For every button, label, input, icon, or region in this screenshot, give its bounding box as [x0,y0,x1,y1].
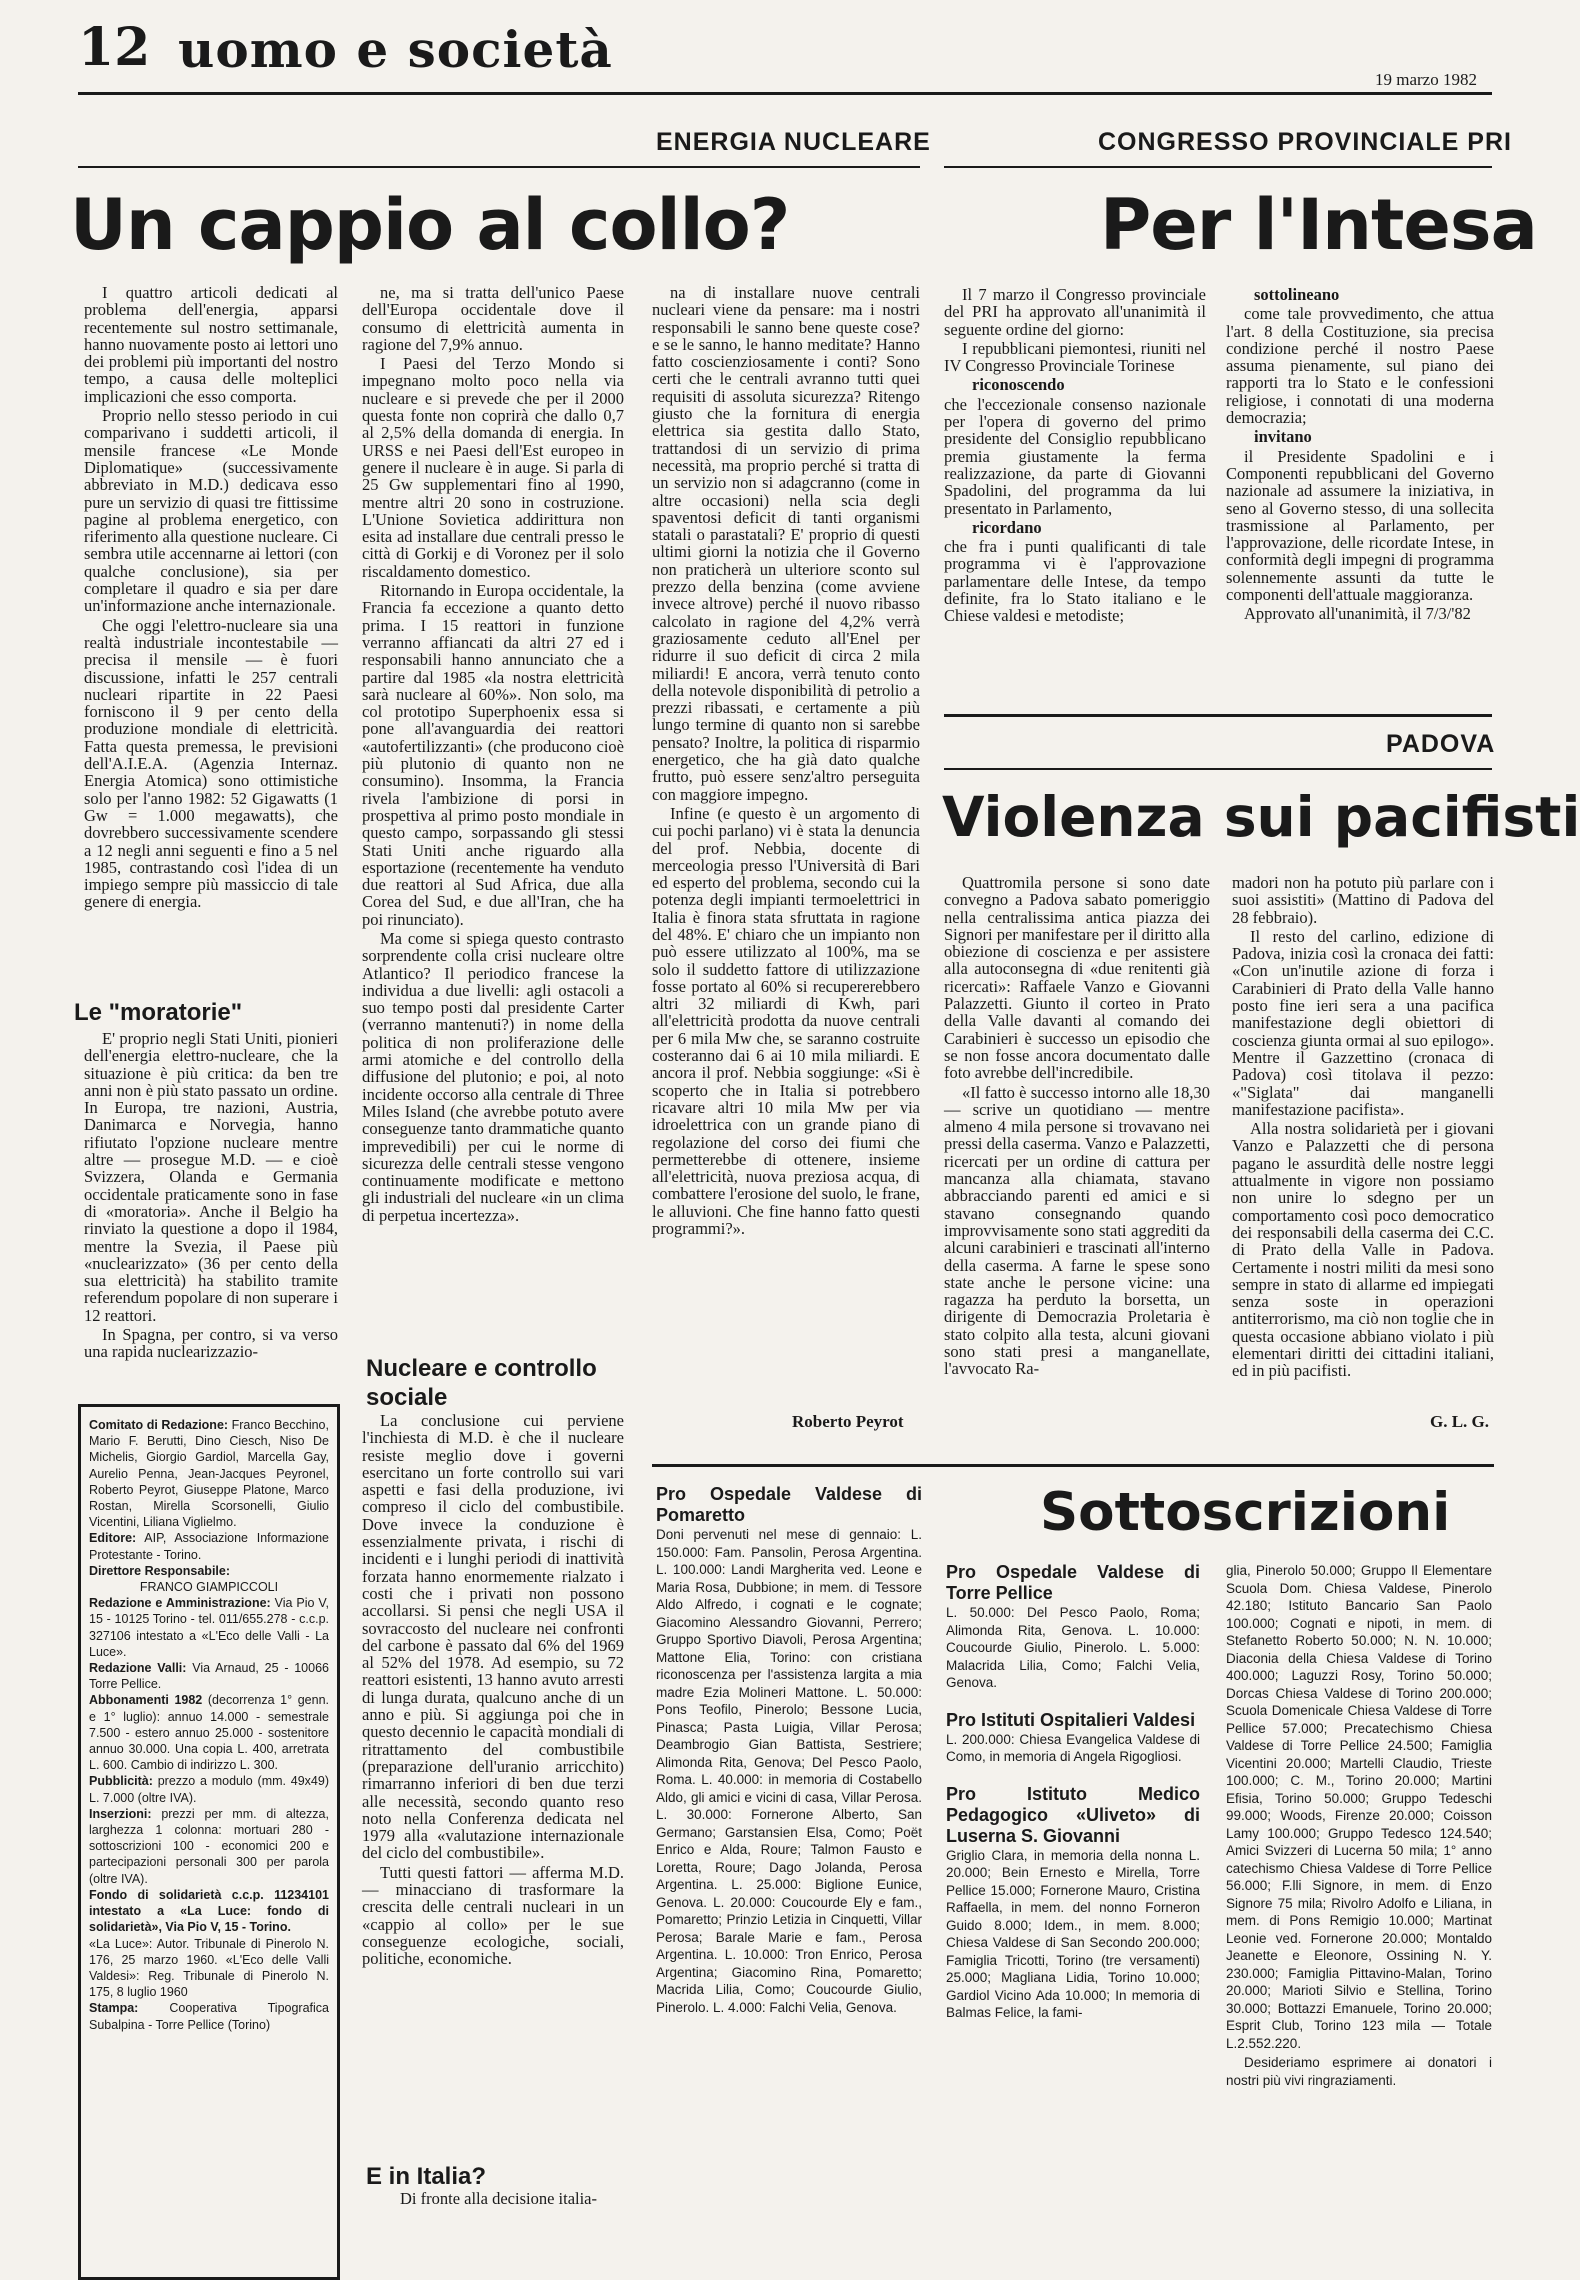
sottoscrizioni-column-1 [656,1484,922,2196]
colophon-comitato: Franco Becchino, Mario F. Berutti, Dino Ciesch, Niso De Michelis, Giorgio Gardiol, Marcella Gay, Aurelio Penna, Jean-Jacques Peyronel, Roberto Peyrot, Giuseppe Platone, Marco Rostan, Mirella Scorsonelli, Giulio Vicentini, Liliana Viglielmo. [89,1418,329,1530]
article3-signature: G. L. G. [1430,1412,1490,1431]
article2-column-1 [944,286,1206,684]
colophon-abbonamenti: (decorrenza 1° genn. e 1° luglio): annuo 14.000 - semestrale 7.500 - estero annuo 25.000 - sostenitore annuo 30.000. Una copia L. 400, arretrata L. 600. Cambio di indirizzo L. 300. [89,1693,329,1773]
colophon-editore-label: Editore: [89,1531,137,1546]
paragraph: Che oggi l'elettro-nucleare sia una realtà industriale incontestabile — precisa il mensile — è fuori discussione, infatti le 257 centrali nucleari ripartite in 22 Paesi forniscono il 9 per cento della produzione mondiale di elettricità. Fatta questa premessa, le previsioni dell'A.I.E.A. (Agenzia Internaz. Energia Atomica) sono ottimistiche solo per l'anno 1982: 52 Gigawatts (1 Gw = 1.000 megawatts), che dovrebbero successivamente scendere a 12 negli anni seguenti e fino a 5 nel 1985, contrastando così l'idea di un impiego sempre più massiccio di tale genere di energia. [84,615,338,912]
paragraph: E' proprio negli Stati Uniti, pionieri dell'energia elettro-nucleare, che la situazione è più critica: da ben tre anni non è più stato passato un ordine. In Europa, tre nazioni, Austria, Danimarca e Norvegia, hanno rifiutato l'opzione nucleare mentre altre — prosegue M.D. — e cioè Svizzera, Olanda e Germania occidentale praticamente sono in fase di «moratoria». Anche il Belgio ha rinviato la questione a dopo il 1984, mentre la Svezia, il Paese più «nuclearizzato» (36 per cento della sua elettricità) ha stabilito tramite referendum popolare di non superare i 12 reattori. [84,1029,338,1325]
keyword-sottolineano: sottolineano [1254,285,1340,304]
torre-heading: Pro Ospedale Valdese di Torre Pellice [946,1562,1200,1603]
ospitalieri-heading: Pro Istituti Ospitalieri Valdesi [946,1709,1196,1730]
article1-column-3 [652,284,920,1392]
colophon-inserzioni-label: Inserzioni: [89,1806,152,1821]
uliveto-list: Griglio Clara, in memoria della nonna L. 20.000; Bein Ernesto e Mirella, Torre Pellice 15.000; Fornerone Mauro, Cristina Raffaella, in mem. del nonno Forneron Guido 8.000; Idem., in mem. 8.000; Chiesa Valdese di San Secondo 200.000; Famiglia Tricotti, Torino (tre versamenti) 25.000; Magliana Lidia, Torino 10.000; Gardiol Vicino Ada 10.000; In memoria di Balmas Felice, la fami- [946,1847,1200,2020]
masthead-rule [78,92,1492,95]
colophon-redazione: Via Pio V, 15 - 10125 Torino - tel. 011/655.278 - c.c.p. 327106 intestato a «L'Eco delle Valli - La Luce». [89,1596,330,1659]
sottoscrizioni-rule [652,1464,1494,1467]
paragraph: Il resto del carlino, edizione di Padova, inizia così la cronaca dei fatti: «Con un'inutile azione di forza i Carabinieri di Prato della Valle hanno posto fine ieri sera a una pacifica manifestazione degli obiettori di coscienza giunta ormai al suo epilogo». Mentre il Gazzettino (cronaca di Padova) così titolava il pezzo: «"Siglata" dai manganelli manifestazione pacifista». [1232,926,1494,1119]
colophon-pubblicita-label: Pubblicità: [89,1774,153,1789]
subhead-controllo: Nucleare e controllo sociale [366,1355,597,1411]
subhead-italia: E in Italia? [366,2163,487,2190]
paragraph: Approvato all'unanimità, il 7/3/'82 [1244,604,1471,624]
paragraph: Il 7 marzo il Congresso provinciale del PRI ha approvato all'unanimità il seguente ordine del giorno: [944,285,1206,339]
uliveto-heading: Pro Istituto Medico Pedagogico «Uliveto» di Luserna S. Giovanni [946,1783,1200,1846]
subhead-moratorie: Le "moratorie" [74,999,243,1026]
article1-column-2 [362,284,624,1334]
pomaretto-heading: Pro Ospedale Valdese di Pomaretto [656,1484,922,1525]
keyword-riconoscendo: riconoscendo [972,375,1065,395]
sottoscrizioni-closing: Desideriamo esprimere ai donatori i nostri più vivi ringraziamenti. [1226,2055,1492,2088]
paragraph: Tutti questi fattori — afferma M.D. — minacciano di trasformare la crescita delle centrali nucleari in un «cappio al collo» per le sue conseguenze ecologiche, sociali, politiche, economiche. [362,1862,624,1969]
article1-column-2c [382,2189,624,2208]
article1-column-1 [84,284,338,974]
colophon-inserzioni: prezzi per mm. di altezza, larghezza 1 colonna: mortuari 280 - sottoscrizioni 100 - economici 200 e partecipazioni personali 300 per parola (oltre IVA). [89,1806,329,1886]
keyword-invitano: invitano [1254,427,1312,447]
colophon-stampa-label: Stampa: [89,2001,139,2016]
sottoscrizioni-column-2 [946,1562,1200,2196]
colophon-stampa: Cooperativa Tipografica Subalpina - Torre Pellice (Torino) [89,2001,329,2032]
paragraph: I repubblicani piemontesi, riuniti nel IV Congresso Provinciale Torinese [944,338,1206,376]
paragraph: I Paesi del Terzo Mondo si impegnano molto poco nella via nucleare e si prevede che per il 2000 questa fonte non coprirà che dallo 0,7 al 2,5% della domanda di energia. In URSS e nei Paesi dell'Est europeo in genere il nucleare è in auge. Si parla di 25 Gw supplementari fino al 1990, mentre altri 20 sono in costruzione. L'Unione Sovietica addirittura non esita ad installare due centrali presso le città di Gorkij e di Voronez per il solo riscaldamento domestico. [362,354,624,581]
colophon-direttore-label: Direttore Responsabile: [89,1563,231,1578]
article3-top-rule [944,714,1492,717]
issue-date: 19 marzo 1982 [1375,70,1477,89]
paragraph: Quattromila persone si sono date convegno a Padova sabato pomeriggio nella centralissima antica piazza dei Signori per manifestare per il diritto alla obiezione di coscienza e per assistere alla autoconsegna di «due renitenti già ricercati»: Raffaele Vanzo e Giovanni Palazzetti. Giunto il corteo in Prato della Valle davanti al comando dei Carabinieri è successo un episodio che se non fosse ancora documentato dalle foto avrebbe dell'incredibile. [944,873,1210,1083]
article3-kicker: PADOVA [1386,730,1496,758]
article1-headline: Un cappio al collo? [70,184,790,266]
article2-headline: Per l'Intesa [1100,184,1537,266]
colophon-registration: «La Luce»: Autor. Tribunale di Pinerolo N. 176, 25 marzo 1960. «L'Eco delle Valli Valdesi»: Reg. Tribunale di Pinerolo N. 175, 8 luglio 1960 [89,1936,329,2000]
page-number: 12 [78,17,151,78]
paragraph: In Spagna, per contro, si va verso una rapida nuclearizzazio- [84,1325,338,1362]
paragraph: ne, ma si tratta dell'unico Paese dell'Europa occidentale dove il consumo di elettricità aumenta in ragione del 7,9% annuo. [362,283,624,354]
paragraph: come tale provvedimento, che attua l'art. 8 della Costituzione, sia precisa condizione perché il nostro Paese assuma pienamente, sul piano dei rapporti tra lo Stato e le confessioni religiose, i connotati di una moderna democrazia; [1226,304,1494,428]
colophon-abbonamenti-label: Abbonamenti 1982 [89,1693,203,1708]
paragraph: che fra i punti qualificanti di tale programma vi è l'approvazione parlamentare delle Intese, da tempo definite, fra lo Stato italiano e le Chiese valdesi e metodiste; [944,537,1206,626]
paragraph: na di installare nuove centrali nucleari viene da pensare: ma i nostri responsabili le sanno bene queste cose? e se le sanno, le hanno meditate? Hanno fatto coscienziosamente i conti? Sono certi che le centrali avranno tutti quei requisiti di assoluta sicurezza? Ritengo giusto che la fornitura di energia elettrica sia gestita dallo Stato, trattandosi di un servizio di prima necessità, ma proprio perché si tratta di un servizio non si adagcranno (come in altre occasioni) nella scia degli spaventosi deficit di tanti organismi statali o parastatali? E' proprio di questi ultimi giorni la notizia che il Governo non praticherà un ulteriore sconto sul prezzo della benzina (come avviene invece altrove) perché il nuovo ribasso calcolato in ragione del 4,2% verrà graziosamente ceduto all'Enel per ridurre il suo deficit di circa 2 mila miliardi! E ancora, verrà tenuto conto della notevole disponibilità di petrolio a prezzi ribassati, e certamente a più lungo termine di quanto non si sarebbe pensato? Inoltre, la politica di risparmio energetico, che ha già dato qualche frutto, può essere senz'altro perseguita con maggiore impegno. [652,283,920,804]
section-title: uomo e società [178,20,613,79]
ospitalieri-list: L. 200.000: Chiesa Evangelica Valdese di Como, in memoria di Angela Rigogliosi. [946,1731,1200,1764]
article1-kicker-rule [78,166,920,168]
paragraph: La conclusione cui perviene l'inchiesta di M.D. è che il nucleare resiste meglio dove i governi esercitano un forte controllo sui vari aspetti e fasi della produzione, ivi compreso il ciclo del combustibile. Dove invece la conduzione è essenzialmente privata, i rischi di incidenti e i lunghi periodi di inattività forzata hanno enormemente rialzato i costi che i privati non possono accollarsi. Si pensi che negli USA il sovraccosto del nucleare nei confronti del carbone è passato dal 6% del 1969 al 52% del 1978. Ad esempio, su 72 reattori esistenti, 13 hanno avuto arresti di lunga durata, qualcuno anche di un anno e più. Si aggiunga poi che in questo decennio le capacità mondiali di ritrattamento del combustibile (preparazione dell'uranio arricchito) rimarranno inferiori di ben due terzi alle necessità, secondo quanto reso noto nella Conferenza dedicata nel 1979 alla «valutazione internazionale del ciclo del combustibile». [362,1411,624,1863]
article3-column-1 [944,874,1210,1434]
colophon-valli: Via Arnaud, 25 - 10066 Torre Pellice. [89,1661,329,1692]
paragraph: Infine (e questo è un argomento di cui pochi parlano) vi è stata la denuncia del prof. Nebbia, docente di merceologia presso l'Università di Bari ed esperto del problema, secondo cui la potenza degli impianti termoelettrici in Italia è finora stata sfruttata in ragione del 48%. E' chiaro che un impianto non può essere utilizzato al 100%, ma se solo il suddetto fattore di utilizzazione fosse portato al 60% si recupererebbero altri 32 miliardi di Kwh, pari all'elettricità prodotta da nuove centrali per 6 mila Mw che, se saranno costruite costeranno dai 6 ai 10 mila miliardi. E ancora il prof. Nebbia soggiunge: «Si è scoperto che in Italia si potrebbero ricavare altri 10 mila Mw per via idroelettrica con un grande piano di regolazione del corso dei fiumi che permetterebbe di ottenere, insieme all'elettricità, nuova preziosa acqua, di combattere l'erosione del suolo, le frane, le alluvioni. Che fine hanno fatto questi programmi?». [652,803,920,1239]
sottoscrizioni-column-3 [1226,1562,1492,2196]
paragraph: che l'eccezionale consenso nazionale per l'opera di governo del primo presidente del Consiglio repubblicano premia giustamente la ferma realizzazione, da parte di Giovanni Spadolini, del programma da lui presentato in Parlamento, [944,394,1206,518]
article1-column-2b [362,1412,624,2048]
pomaretto-list: Doni pervenuti nel mese di gennaio: L. 150.000: Fam. Pansolin, Perosa Argentina. L. 100.000: Landi Margherita ved. Leone e Maria Rosa, Dubbione; in mem. di Tessore Aldo Alfredo, i cognati e le cognate; Giacomino Alessandro Giovanni, Perrero; Gruppo Sportivo Diavoli, Perosa Argentina; Mattone Elia, Torino: con cristiana riconoscenza per l'assistenza largita a mia madre Ezia Molineri Mattone. L. 50.000: Pons Teofilo, Pinerolo; Bessone Lucia, Pinasca; Pasta Luigia, Villar Perosa; Deambrogio Gian Battista, Sestriere; Alimonda Rita, Genova; Del Pesco Paolo, Roma. L. 40.000: in memoria di Costabello Aldo, gli amici e vicini di casa, Villar Perosa. L. 30.000: Fornerone Alberto, San Germano; Garstansien Elsa, Como; Poët Enrico e Alda, Roure; Talmon Fausto e Loretta, Roure; Dago Jolanda, Perosa Argentina. L. 25.000: Biglione Eunice, Genova. L. 20.000: Coucourde Ely e fam., Pomaretto; Prinzio Letizia in Cinquetti, Villar Perosa; Barale Marie e fam., Perosa Argentina. L. 10.000: Tron Enrico, Perosa Argentina; Giacomino Rina, Pomaretto; Macrida Lilia, Como; Coucourde Giulio, Pinerolo. L. 4.000: Falchi Velia, Genova. [656,1527,922,2015]
paragraph: Ritornando in Europa occidentale, la Francia fa eccezione a quanto detto prima. I 15 reattori in funzione verranno affiancati da altri 27 ed i responsabili hanno annunciato che a partire dal 1985 «la nostra elettricità sarà nucleare al 60%». Non solo, ma col prototipo Superphoenix essa si pone all'avanguardia dei reattori «autofertilizzanti» (che producono cioè più plutonio di quanto non ne consumino). Insomma, la Francia rivela l'ambizione di porsi in prospettiva al primo posto mondiale in questo campo, sorpassando gli stessi Stati Uniti anche riguardo alla esportazione (recentemente ha venduto due reattori al Sud Africa, due alla Corea del Sud, e due all'Iran, che ha poi rinunciato). [362,581,624,929]
sottoscrizioni-list: glia, Pinerolo 50.000; Gruppo Il Elementare Scuola Dom. Chiesa Valdese, Pinerolo 42.180; Istituto Bancario San Paolo 100.000; Cognati e nipoti, in mem. di Stefanetto Roberto 50.000; N. N. 10.000; Diaconia della Chiesa Valdese di Torino 400.000; Laguzzi Rosy, Torino 50.000; Dorcas Chiesa Valdese di Torino 200.000; Scuola Domenicale Chiesa Valdese di Torre Pellice 57.000; Precatechismo Chiesa Valdese di Torre Pellice 24.500; Famiglia Vicentini 20.000; Martelli Claudio, Trieste 100.000; C. M., Torino 20.000; Martini Efisia, Torino 50.000; Gruppo Tedeschi 99.000; Woods, Firenze 20.000; Coisson Lamy 100.000; Gruppo Tedesco 124.540; Amici Svizzeri di Lucerna 50 mila; 1° anno catechismo Chiesa Valdese di Torre Pellice 56.000; F.lli Signore, in mem. di Enzo Signore 75 mila; Rivolro Adolfo e Liliana, in mem. di Pons Remigio 10.000; Martinat Leonie ved. Fornerone 20.000; Montaldo Jeanette e Eleonore, Ossining N. Y. 230.000; Famiglia Pittavino-Malan, Torino 20.000; Marioti Silvio e Stellina, Torino 30.000; Bottazzi Emanuele, Torino 20.000; Esprit Club, Torino 123 mila — Totale L.2.552.220. [1226,1563,1492,2051]
colophon-comitato-label: Comitato di Redazione: [89,1418,229,1432]
article2-kicker: CONGRESSO PROVINCIALE PRI [1098,128,1512,156]
paragraph: Proprio nello stesso periodo in cui comparivano i suddetti articoli, il mensile francese «Le Monde Diplomatique» (successivamente abbreviato in M.D.) dedicava esso pure un servizio di quasi tre fittissime pagine al problema energetico, con riferimento alla questione nucleare. Ci sembra utile accennarne ai lettori (con qualche conclusione), sia per completare il quadro e sia per dare un'informazione anche internazionale. [84,406,338,616]
colophon-redazione-label: Redazione e Amministrazione: [89,1596,271,1611]
sottoscrizioni-title: Sottoscrizioni [1040,1482,1451,1543]
article3-headline: Violenza sui pacifisti [942,785,1580,849]
article2-column-2 [1226,286,1494,684]
colophon-direttore: FRANCO GIAMPICCOLI [139,1580,279,1595]
article3-kicker-rule [944,768,1492,770]
colophon-box [78,1404,340,2280]
colophon-valli-label: Redazione Valli: [89,1661,187,1676]
colophon-pubblicita: prezzo a modulo (mm. 49x49) L. 7.000 (oltre IVA). [89,1774,329,1805]
article3-column-2 [1232,874,1494,1406]
article2-kicker-rule [944,166,1492,168]
paragraph: Di fronte alla decisione italia- [400,2189,598,2208]
torre-list: L. 50.000: Del Pesco Paolo, Roma; Alimonda Rita, Genova. L. 10.000: Coucourde Giulio, Pinerolo. L. 5.000: Malacrida Lilia, Como; Falchi Velia, Genova. [946,1605,1200,1690]
article1-column-1b [84,1030,338,1394]
paragraph: il Presidente Spadolini e i Componenti repubblicani del Governo nazionale ad assumere la iniziativa, in seno al Governo stesso, di una sollecita trasmissione al Parlamento, per l'approvazione, delle ricordate Intese, in conformità degli impegni di programma solennemente assunti da tutte le componenti dell'attuale maggioranza. [1226,446,1494,605]
paragraph: I quattro articoli dedicati al problema dell'energia, apparsi recentemente sul nostro settimanale, hanno nuovamente posto ai lettori uno dei problemi più importanti del nostro tempo, a causa delle molteplici implicazioni che esso comporta. [84,283,338,406]
paragraph: madori non ha potuto più parlare con i suoi assistiti» (Mattino di Padova del 28 febbraio). [1232,873,1494,927]
article1-signature: Roberto Peyrot [792,1412,904,1431]
paragraph: Alla nostra solidarietà per i giovani Vanzo e Palazzetti che di persona pagano le assurdità delle nostre leggi attualmente in vigore non possiamo non unire lo sdegno per un comportamento così poco democratico dei responsabili della caserma dei C.C. di Prato della Valle in Padova. Certamente i nostri militi da mesi sono sempre in stato di allarme ed impiegati senza soste in operazioni antiterrorismo, ma ciò non toglie che in questa occasione abbiano violato i più elementari diritti dei cittadini italiani, ed in più pacifisti. [1232,1119,1494,1381]
colophon-editore: AIP, Associazione Informazione Protestante - Torino. [89,1531,329,1562]
article1-kicker: ENERGIA NUCLEARE [656,128,931,156]
colophon-fondo: Fondo di solidarietà c.c.p. 11234101 intestato a «La Luce: fondo di solidarietà», Via Pio V, 15 - Torino. [89,1887,329,1935]
paragraph: «Il fatto è successo intorno alle 18,30 — scrive un quotidiano — mentre almeno 4 mila persone si trovavano nei pressi della caserma. Vanzo e Palazzetti, ricercati per un ordine di cattura per mancanza alla chiamata, stavano abbracciando parenti ed amici e si stavano consegnando quando improvvisamente sono stati aggrediti da alcuni carabinieri e trascinati all'interno della caserma. A farne le spese sono state anche le persone vicine: una ragazza ha perduto la borsetta, un dirigente di Democrazia Proletaria è stato colpito alla testa, alcuni giovani sono stati presi a manganellate, l'avvocato Ra- [944,1082,1210,1379]
paragraph: Ma come si spiega questo contrasto sorprendente colla crisi nucleare oltre Atlantico? Il periodico francese la individua a due livelli: agli ostacoli a suo tempo posti dal presidente Carter (verranno mantenuti?) in nome della politica di non proliferazione delle armi atomiche e del controllo della diffusione del plutonio; e poi, al noto incidente occorso alla centrale di Three Miles Island (che avrebbe potuto avere conseguenze tanto drammatiche quanto imprevedibili) per cui le norme di sicurezza delle centrali stesse vengono continuamente modificate e mettono gli industriali del nucleare «in un clima di perpetua incertezza». [362,928,624,1225]
keyword-ricordano: ricordano [972,517,1042,537]
